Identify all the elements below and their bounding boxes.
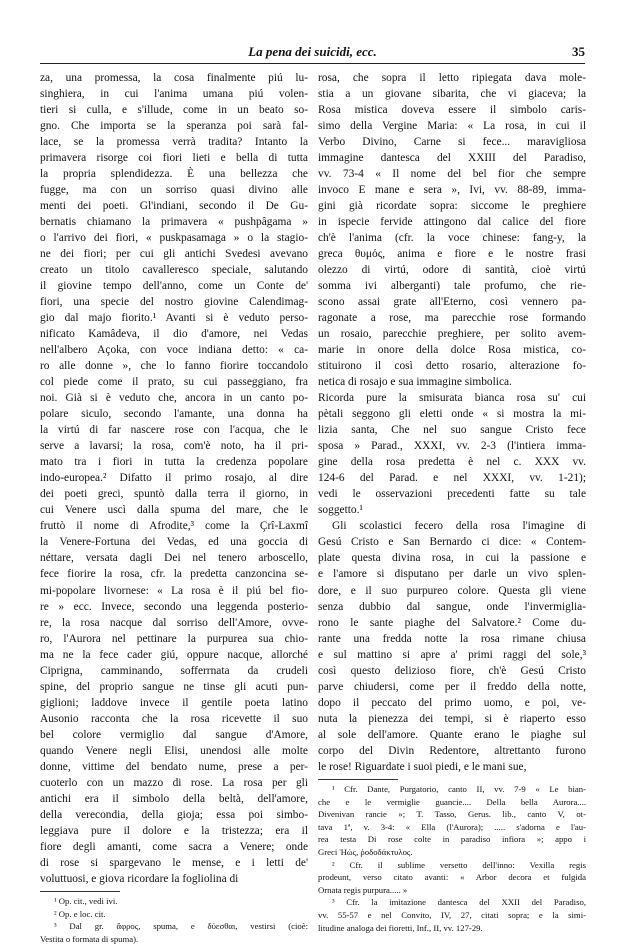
text-line: quando Venere negli Elisi, unendosi alle molte (40, 744, 308, 757)
text-line: re » ecc. Invece, secondo una leggenda posterio- (40, 600, 308, 613)
footnote-line: rea testa Di rose colte in paradiso infiora »; appo i (318, 834, 586, 845)
text-line: ch'è l'anima (cfr. la voce chinese: fang-y, la (318, 232, 586, 245)
footnote-line: Greci Ἠώς, ῥοδοδάκτυλος. (318, 846, 413, 857)
text-line: olezzo di virtú, odore di santità, cioè virtú (318, 264, 586, 277)
text-line: ma ne la fece cader giú, oppure nacque, allorché (40, 648, 308, 661)
text-line: ro alle donne », che lo fanno fiorire toccandolo (40, 360, 308, 373)
text-line: Verbo Divino, Carne si fece... maravigliosa (318, 136, 586, 149)
footnote-line: litudine analoga dei fioretti, Inf., II, vv. 127-29. (318, 922, 483, 933)
text-line: della verecondia, della gioja; essa poi simbo- (40, 808, 308, 821)
text-line: parve chiudersi, come per il freddo della notte, (318, 680, 586, 693)
text-line: donne, vittime del bendato nume, prese a per- (40, 760, 308, 773)
text-line: Ausonio racconta che la rosa ricevette il suo (40, 712, 308, 725)
text-line: creato un titolo cavalleresco speciale, salutando (40, 264, 308, 277)
text-line: 124-6 del Parad. e nel XXXI, vv. 1-21); (318, 472, 586, 485)
text-line: nificato Kamâdeva, il dio d'amore, nei Vedas (40, 328, 308, 341)
text-line: pètali seggono gli eletti onde « si mostra la mi- (318, 408, 586, 421)
text-line: mato tra i fiori in tutta la credenza popolare (40, 456, 308, 469)
text-line: noi. Già si è veduto che, ancora in un canto po- (40, 392, 308, 405)
right-column (318, 70, 586, 775)
text-line: soggetto.¹ (318, 504, 363, 517)
text-line: bel colore vermiglio dal sangue d'Amore, (40, 728, 308, 741)
text-line: rante una fredda notte la rosa rimane chiusa (318, 632, 586, 645)
text-line: lizia santa, Che nel suo sangue Cristo fece (318, 424, 586, 437)
text-line: simo della Vergine Maria: « La rosa, in cui il (318, 120, 586, 133)
text-line: mi-popolare livornese: « La rosa è il piú bel fio- (40, 584, 308, 597)
text-line: néttare, versata dagli Dei nel tenero arboscello, (40, 552, 308, 565)
text-line: un rosaio, parecchie preghiere, per solito avem- (318, 328, 586, 341)
text-line: somma ivi alberganti) tale profumo, che rie- (318, 280, 586, 293)
text-line: col piede come il prato, su cui passeggiano, fra (40, 376, 308, 389)
text-line: al sole dell'amore. Quante erano le piaghe sul (318, 728, 586, 741)
text-line: indo-europea.² Difatto il primo rosajo, al dire (40, 472, 308, 485)
text-line: rono le sante piaghe del Salvatore.² Come du- (318, 616, 586, 629)
footnote-line: che e le vermiglie guancie.... Della bella Aurora.... (318, 796, 586, 807)
text-line: greca θυμός, anima e fiore e le nostre frasi (318, 248, 586, 261)
text-line: la Venere-Fortuna dei Vedas, ed una goccia di (40, 536, 308, 549)
text-line: stia a un giovane sibarita, che vi giaceva; la (318, 88, 586, 101)
footnote-line: ³ Dal gr. ἄφρος, spuma, e δύεσθαι, vestirsi (cioè: (54, 921, 308, 932)
text-line: vedi le osservazioni precedenti fatte su tale (318, 488, 586, 501)
text-line: re, la rosa nacque dal sorriso dell'Amore, ovve- (40, 616, 308, 629)
text-line: netica di rosajo e sua immagine simbolica. (318, 376, 512, 389)
text-line: dopo il peccato del primo uomo, e poi, ve- (318, 696, 586, 709)
text-line: la propria splendidezza. È una bellezza che (40, 168, 308, 181)
text-line: cuoterlo con un mazzo di rose. La rosa per gli (40, 776, 308, 789)
text-line: Ciprigna, camminando, sofferrnata da crudeli (40, 664, 308, 677)
text-line: za, una promessa, la cosa finalmente piú lu- (40, 72, 308, 84)
text-line: fugge, ma con un sorriso quasi divino alle (40, 184, 308, 197)
text-line: gine della rosa predetta è nel c. XXX vv. (318, 456, 586, 469)
text-line: in ispecie fervide attingono dal calice del fiore (318, 216, 586, 229)
text-line: immagine dantesca del XXIII del Paradiso, (318, 152, 586, 165)
left-footnotes (40, 895, 308, 945)
left-footnote-rule (40, 891, 120, 892)
text-line: cui Venere uscì dalla spuma del mare, che le (40, 504, 308, 517)
footnote-line: vv. 55-57 e nel Convito, IV, 27, citati sopra; e la simi- (318, 909, 586, 920)
text-line: Ricorda pure la smisurata bianca rosa su' cui (318, 392, 586, 405)
footnote-line: ¹ Op. cit., vedi ivi. (54, 896, 118, 906)
text-line: gini già ricordate sopra: siccome le preghiere (318, 200, 586, 213)
text-line: polare siculo, secondo l'amante, una donna ha (40, 408, 308, 421)
text-line: fece fiorire la rosa, cfr. la predetta canzoncina se- (40, 568, 308, 581)
text-line: primavera risorge coi fiori lieti e bella di tutta (40, 152, 308, 165)
text-line: scono assai grate all'Eterno, così vennero pa- (318, 296, 586, 309)
text-line: serve a lavarsi; la rosa, com'è noto, ha il pri- (40, 440, 308, 453)
text-line: ragonate a rose, ma parecchie rose formando (318, 312, 586, 325)
footnote-line: tava 1ª, v. 3-4: « Ella (l'Aurora); ..... s'adorna e l'au- (318, 821, 586, 832)
text-line: nell'albero Açoka, con voce indiana detto: « ca- (40, 344, 308, 357)
footnote-line: ¹ Cfr. Dante, Purgatorio, canto II, vv. 7-9 « Le bian- (332, 784, 586, 794)
footnote-line: ³ Cfr. la imitazione dantesca del XXII del Paradiso, (332, 897, 586, 908)
text-line: invoco E mane e sera », Ivi, vv. 88-89, imma- (318, 184, 586, 197)
text-line: Rosa mistica doveva essere il simbolo caris- (318, 104, 586, 117)
text-line: dei poeti greci, spuntò dalla terra il giorno, in (40, 488, 308, 501)
left-column (40, 70, 308, 887)
text-line: corpo del Divin Redentore, altrettanto furono (318, 744, 586, 757)
footnote-line: Vestita o formata di spuma). (40, 933, 139, 944)
text-line: il giovine tempo dell'anno, come un Conte de' (40, 280, 308, 293)
footnote-line: prodeunt, verso citato avanti: « Arbor decora et fulgida (318, 872, 586, 883)
text-line: bernatis chiamano la primavera « pushpâgama » (40, 216, 308, 229)
page-number: 35 (572, 44, 585, 59)
text-line: gio dal majo fiorito.¹ Avanti si è veduto perso- (40, 312, 308, 325)
footnote-line: Divenivan rancie »; T. Tasso, Gerus. lib., canto V, ot- (318, 809, 586, 820)
text-line: la virtú di far nascere rose con l'acqua, che le (40, 424, 308, 437)
header-rule (40, 63, 585, 64)
text-line: Gesú Cristo e San Bernardo ci dice: « Contem- (318, 536, 586, 549)
text-line: spine, del proprio sangue ne tinse gli acuti pun- (40, 680, 308, 693)
text-line: senza dubbio dal sangue, onde l'invermiglia- (318, 600, 586, 613)
footnote-line: ² Op. e loc. cit. (54, 908, 106, 919)
text-line: menti dei poeti. Gl'indiani, secondo il De Gu- (40, 200, 308, 213)
text-line: dore, e il suo purpureo colore. Questa gli viene (318, 584, 586, 597)
text-line: lace, se la promessa verrà tradita? Intanto la (40, 136, 308, 149)
text-line: sposa » Parad., XXXI, vv. 2-3 (l'intiera imma- (318, 440, 586, 453)
text-line: tieri si culla, e s'illude, come in un beato so- (40, 104, 308, 117)
running-head (40, 44, 585, 62)
text-line: Gli scolastici fecero della rosa l'imagine di (332, 520, 586, 533)
right-footnotes (318, 783, 586, 934)
text-line: ro, l'Aurora nel pettinare la purpurea sua chio- (40, 632, 308, 645)
text-line: marie in onore della dolce Rosa mistica, co- (318, 344, 586, 357)
text-line: rosa, che sopra il letto ripiegata dava mole- (318, 72, 586, 84)
text-line: plate questa divina rosa, in cui la passione e (318, 552, 586, 565)
text-line: stituirono il così detto rosario, alterazione fo- (318, 360, 586, 373)
text-line: nuta la pienezza dei tempi, si è riaperto esso (318, 712, 586, 725)
text-line: gno. Che importa se la speranza poi sarà fal- (40, 120, 308, 133)
text-line: o l'arrivo dei fiori, « puskpasamaga » o la stagio- (40, 232, 308, 245)
text-line: fiore degli amanti, come sacra a Venere; onde (40, 840, 308, 853)
text-line: vv. 73-4 « Il nome del bel fior che sempre (318, 168, 586, 181)
text-line: le rose! Riguardate i suoi piedi, e le mani sue, (318, 760, 527, 773)
text-line: antichi era il simbolo della beltà, dell'amore, (40, 792, 308, 805)
running-title: La pena dei suicidi, ecc. (248, 44, 377, 59)
text-line: di rose si spargevano le mense, e i letti de' (40, 856, 308, 869)
text-line: singhiera, in cui l'anima umana piú volen- (40, 88, 308, 101)
text-line: e l'amore si disputano per darle un vivo splen- (318, 568, 586, 581)
text-line: così questo delizioso fiore, ch'è Gesú Cristo (318, 664, 586, 677)
text-line: giglioni; laddove invece il gentile poeta latino (40, 696, 308, 709)
text-line: e sul mattino si apre a' primi raggi del sole,³ (318, 648, 586, 661)
right-footnote-rule (318, 779, 398, 780)
footnote-line: Ornata regis purpura..... » (318, 884, 408, 895)
text-line: fruttò il nome di Afrodite,³ come la Çrî-Laxmî (40, 520, 308, 533)
text-line: fiori, una specie del nostro giovine Calendimag- (40, 296, 308, 309)
text-line: voluttuosi, e giova ricordare la fogliolina di (40, 872, 239, 885)
text-line: ne dei fiori; per cui gli antichi Svedesi avevano (40, 248, 308, 261)
text-line: leggiava pure il dolore e la tristezza; era il (40, 824, 308, 837)
footnote-line: ² Cfr. il sublime versetto dell'inno: Vexilla regis (332, 859, 586, 870)
